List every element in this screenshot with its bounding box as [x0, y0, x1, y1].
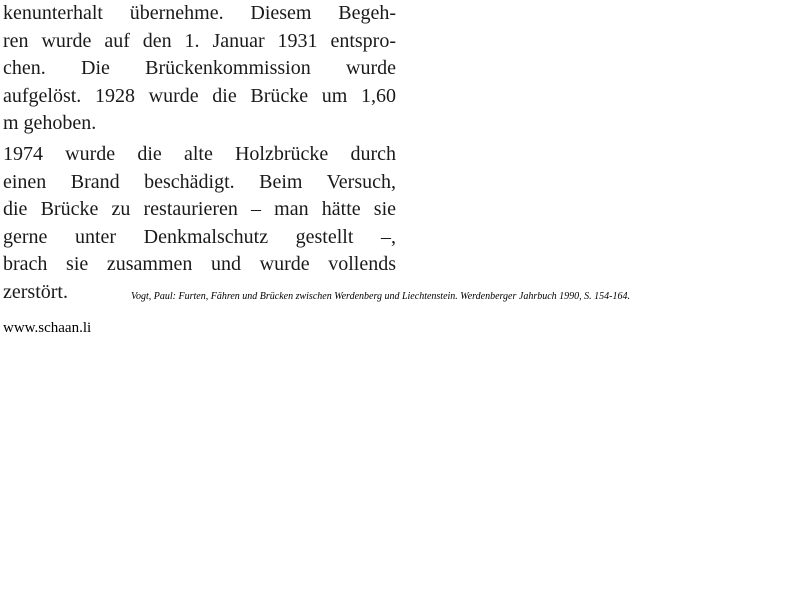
text-line: die Brücke zu restaurieren – man hätte sie — [3, 198, 396, 221]
text-line: chen. Die Brückenkommission wurde — [3, 57, 396, 80]
paragraph-1 — [3, 0, 396, 138]
text-line: gerne unter Denkmalschutz gestellt –, — [3, 225, 396, 248]
text-line: kenunterhalt übernehme. Diesem Begeh- — [3, 2, 396, 24]
source-citation: Vogt, Paul: Furten, Fähren und Brücken zwischen Werdenberg und Liechtenstein. Werdenberger Jahrbuch 1990, S. 154-164. — [131, 291, 630, 302]
text-line: zerstört. — [3, 280, 68, 303]
text-line: einen Brand beschädigt. Beim Versuch, — [3, 170, 396, 193]
text-line: m gehoben. — [3, 112, 97, 135]
text-line: brach sie zusammen und wurde vollends — [3, 253, 396, 276]
text-line: ren wurde auf den 1. Januar 1931 entspro- — [3, 29, 396, 52]
website-link[interactable]: www.schaan.li — [3, 320, 92, 336]
paragraph-2 — [3, 141, 396, 307]
text-line: aufgelöst. 1928 wurde die Brücke um 1,60 — [3, 84, 396, 107]
scanned-text-excerpt — [3, 0, 396, 307]
text-line: 1974 wurde die alte Holzbrücke durch — [3, 142, 396, 165]
